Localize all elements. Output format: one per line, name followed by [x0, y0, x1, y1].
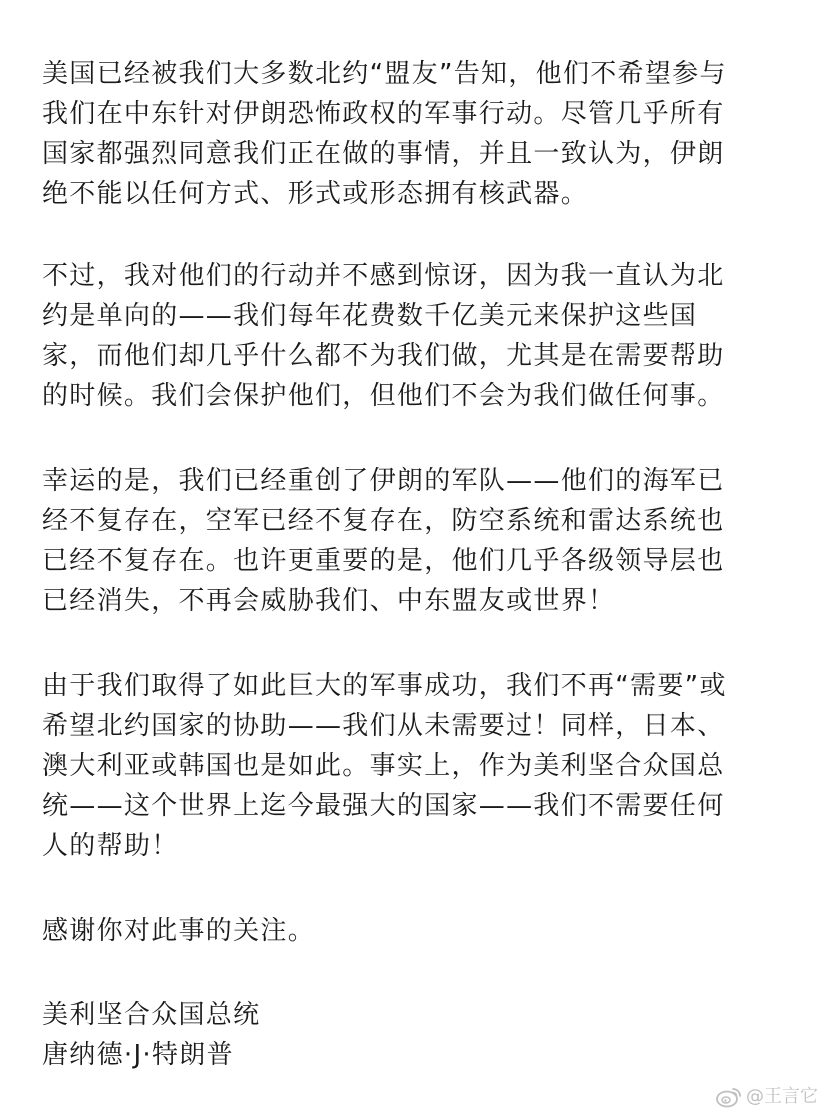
paragraph-3-line-4: 已经消失，不再会威胁我们、中东盟友或世界！: [42, 586, 616, 616]
paragraph-2-line-4: 的时候。我们会保护他们，但他们不会为我们做任何事。: [42, 381, 725, 411]
paragraph-3-line-2: 经不复存在，空军已经不复存在，防空系统和雷达系统也: [42, 506, 725, 536]
paragraph-4-line-2: 希望北约国家的协助——我们从未需要过！同样，日本、: [42, 711, 725, 741]
paragraph-4-line-5: 人的帮助！: [42, 831, 179, 861]
paragraph-1-line-3: 国家都强烈同意我们正在做的事情，并且一致认为，伊朗: [42, 139, 725, 169]
paragraph-1-line-1: 美国已经被我们大多数北约“盟友”告知，他们不希望参与: [42, 59, 727, 89]
watermark: [716, 1086, 818, 1108]
paragraph-4-line-1: 由于我们取得了如此巨大的军事成功，我们不再“需要”或: [42, 671, 727, 701]
weibo-logo-icon: [716, 1086, 742, 1108]
paragraph-5-line-1: 感谢你对此事的关注。: [42, 916, 316, 946]
paragraph-1-line-2: 我们在中东针对伊朗恐怖政权的军事行动。尽管几乎所有: [42, 99, 725, 129]
paragraph-4-line-4: 统——这个世界上迄今最强大的国家——我们不需要任何: [42, 791, 725, 821]
paragraph-1-line-4: 绝不能以任何方式、形式或形态拥有核武器。: [42, 179, 589, 209]
signature-name: 唐纳德·J·特朗普: [42, 1040, 234, 1070]
watermark-text: @王言它: [746, 1086, 818, 1107]
paragraph-3-line-3: 已经不复存在。也许更重要的是，他们几乎各级领导层也: [42, 546, 725, 576]
signature-title: 美利坚合众国总统: [42, 1000, 261, 1030]
paragraph-2-line-3: 家，而他们却几乎什么都不为我们做，尤其是在需要帮助: [42, 341, 725, 371]
paragraph-2-line-2: 约是单向的——我们每年花费数千亿美元来保护这些国: [42, 301, 698, 331]
paragraph-2-line-1: 不过，我对他们的行动并不感到惊讶，因为我一直认为北: [42, 261, 725, 291]
paragraph-4-line-3: 澳大利亚或韩国也是如此。事实上，作为美利坚合众国总: [42, 751, 725, 781]
paragraph-3-line-1: 幸运的是，我们已经重创了伊朗的军队——他们的海军已: [42, 466, 725, 496]
